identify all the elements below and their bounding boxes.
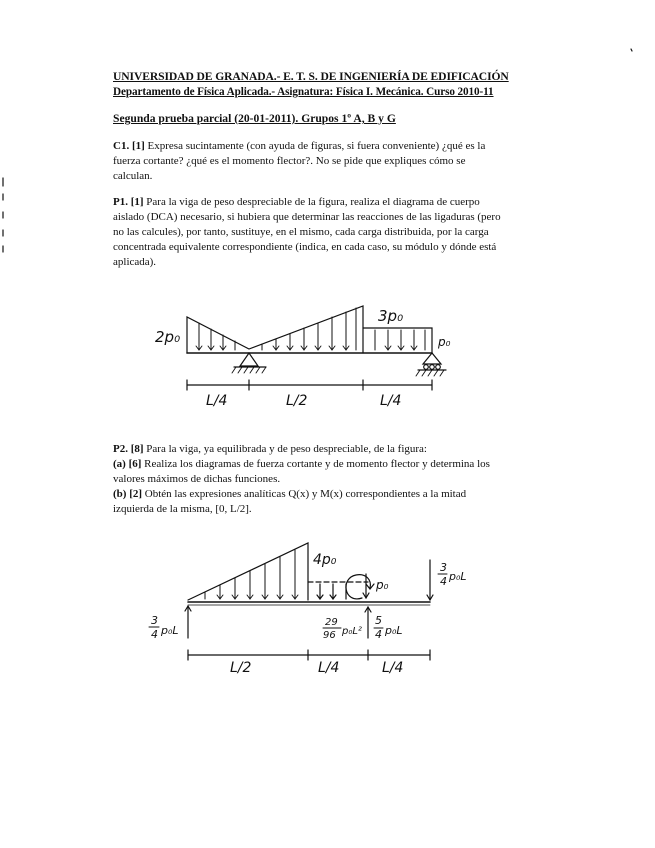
fig2-left-reaction-num: 3 xyxy=(151,614,158,627)
figure1-beam-diagram xyxy=(187,306,446,390)
fig2-moment-den: 96 xyxy=(323,630,336,641)
p1-text-line: aplicada). xyxy=(113,256,157,268)
fig2-left-reaction-unit: p₀L xyxy=(161,624,179,637)
c1-text-line: Expresa sucintamente (con ayuda de figuras, si fuera conveniente) ¿qué es la xyxy=(147,140,486,152)
exam-subtitle: Segunda prueba parcial (20-01-2011). Grupos 1º A, B y G xyxy=(113,112,396,125)
fig2-moment-unit: p₀L² xyxy=(342,626,362,637)
p2-label: P2. [8] xyxy=(113,443,144,455)
fig2-moment-num: 29 xyxy=(325,617,338,628)
p2b-label: (b) [2] xyxy=(113,488,143,500)
fig2-mid-reaction-den: 4 xyxy=(375,628,382,641)
fig2-right-force-den: 4 xyxy=(440,575,447,588)
p2b-text-line: Obtén las expresiones analíticas Q(x) y M(x) correspondientes a la mitad xyxy=(144,488,467,500)
fig2-dim-1: L/2 xyxy=(230,660,252,676)
scan-margin-marks xyxy=(3,49,632,252)
p1-text-line: Para la viga de peso despreciable de la figura, realiza el diagrama de cuerpo xyxy=(146,196,480,208)
p1-text-line: aislado (DCA) necesario, si hubiera que determinar las reacciones de las ligaduras (pero xyxy=(113,211,501,223)
c1-text-line: fuerza cortante? ¿qué es el momento flector?. No se pide que expliques cómo se xyxy=(113,155,466,167)
department-header: Departamento de Física Aplicada.- Asignatura: Física I. Mecánica. Curso 2010-11 xyxy=(113,86,494,98)
p1-label: P1. [1] xyxy=(113,196,144,208)
p2b-text-line: izquierda de la misma, [0, L/2]. xyxy=(113,503,252,515)
fig2-right-force-num: 3 xyxy=(440,561,447,574)
fig2-dim-3: L/4 xyxy=(382,660,404,676)
p2-text-line: Para la viga, ya equilibrada y de peso despreciable, de la figura: xyxy=(146,443,427,455)
p1-text-line: concentrada equivalente correspondiente (indica, en cada caso, su módulo y dónde está xyxy=(113,241,497,253)
fig1-dim-3: L/4 xyxy=(380,393,402,409)
fig1-label-2p0: 2p₀ xyxy=(155,328,181,346)
fig2-label-p0: p₀ xyxy=(376,578,389,592)
fig2-label-4p0: 4p₀ xyxy=(313,552,337,568)
fig2-mid-reaction-num: 5 xyxy=(375,614,382,627)
fig1-dim-1: L/4 xyxy=(206,393,228,409)
fig1-label-p0: p₀ xyxy=(438,335,451,349)
c1-text-line: calculan. xyxy=(113,170,153,182)
p1-text-line: no las calcules), por tanto, sustituye, en el mismo, cada carga distribuida, por la carga xyxy=(113,226,489,238)
p2a-label: (a) [6] xyxy=(113,458,142,470)
fig2-left-reaction-den: 4 xyxy=(151,628,158,641)
figure2-beam-diagram xyxy=(149,543,447,660)
fig1-dim-2: L/2 xyxy=(286,393,308,409)
fig2-dim-2: L/4 xyxy=(318,660,340,676)
university-header: UNIVERSIDAD DE GRANADA.- E. T. S. DE INGENIERÍA DE EDIFICACIÓN xyxy=(113,70,509,83)
p2a-text-line: valores máximos de dichas funciones. xyxy=(113,473,281,485)
fig1-label-3p0: 3p₀ xyxy=(378,307,404,325)
p2a-text-line: Realiza los diagramas de fuerza cortante y de momento flector y determina los xyxy=(144,458,490,470)
c1-label: C1. [1] xyxy=(113,140,145,152)
fig2-right-force-unit: p₀L xyxy=(449,570,467,583)
fig2-mid-reaction-unit: p₀L xyxy=(385,624,403,637)
